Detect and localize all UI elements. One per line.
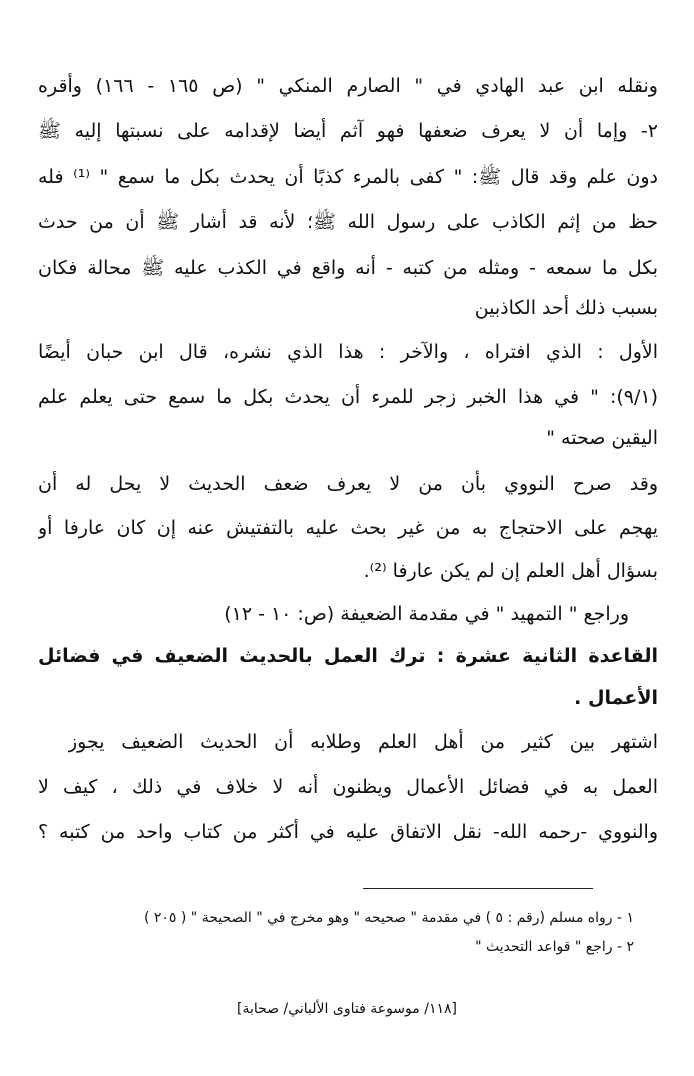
text-line-12: بسؤال أهل العلم إن لم يكن عارفا ⁽²⁾.: [363, 560, 658, 582]
text-line-2: ٢- وإما أن لا يعرف ضعفها فهو آثم أيضا لإقدامه على نسبتها إليه ﷺ: [38, 120, 658, 142]
footnote-1: ١ - رواه مسلم (رقم : ٥ ) في مقدمة " صحيحه " وهو مخرج في " الصحيحة " ( ٢٠٥ ): [143, 910, 634, 926]
footnote-2: ٢ - راجع " قواعد التحديث ": [475, 939, 634, 955]
text-line-17: العمل به في فضائل الأعمال ويظنون أنه لا خلاف في ذلك ، كيف لا: [38, 776, 658, 798]
text-line-3: دون علم وقد قال ﷺ: " كفى بالمرء كذبًا أن يحدث بكل ما سمع " ⁽¹⁾ فله: [38, 166, 658, 188]
footnote-divider: [363, 888, 593, 889]
section-heading: القاعدة الثانية عشرة : ترك العمل بالحديث الضعيف في فضائل: [38, 645, 658, 667]
text-line-5: بكل ما سمعه - ومثله من كتبه - أنه واقع في الكذب عليه ﷺ محالة فكان: [38, 257, 658, 279]
section-heading-cont: الأعمال .: [574, 687, 658, 709]
text-line-8: (٩/١): " في هذا الخبر زجر للمرء أن يحدث بكل ما سمع حتى يعلم علم: [38, 386, 658, 408]
text-line-4: حظ من إثم الكاذب على رسول الله ﷺ؛ لأنه قد أشار ﷺ أن من حدث: [38, 211, 658, 233]
text-line-11: يهجم على الاحتجاج به من غير بحث عليه بالتفتيش عنه إن كان عارفا أو: [38, 517, 658, 539]
text-line-18: والنووي -رحمه الله- نقل الاتفاق عليه في أكثر من كتاب واحد من كتبه ؟: [38, 821, 658, 843]
text-line-6: بسبب ذلك أحد الكاذبين: [474, 297, 658, 319]
text-line-7: الأول : الذي افتراه ، والآخر : هذا الذي نشره، قال ابن حبان أيضًا: [38, 341, 658, 363]
text-line-16: اشتهر بين كثير من أهل العلم وطلابه أن الحديث الضعيف يجوز: [68, 731, 658, 753]
page-footer: [١١٨/ موسوعة فتاوى الألباني/ صحابة]: [237, 1001, 457, 1017]
text-line-9: اليقين صحته ": [546, 427, 658, 449]
text-line-10: وقد صرح النووي بأن من لا يعرف ضعف الحديث لا يحل له أن: [38, 473, 658, 495]
text-line-1: ونقله ابن عبد الهادي في " الصارم المنكي " (ص ١٦٥ - ١٦٦) وأقره: [38, 75, 658, 97]
text-line-13: وراجع " التمهيد " في مقدمة الضعيفة (ص: ١٠ - ١٢): [224, 603, 629, 625]
